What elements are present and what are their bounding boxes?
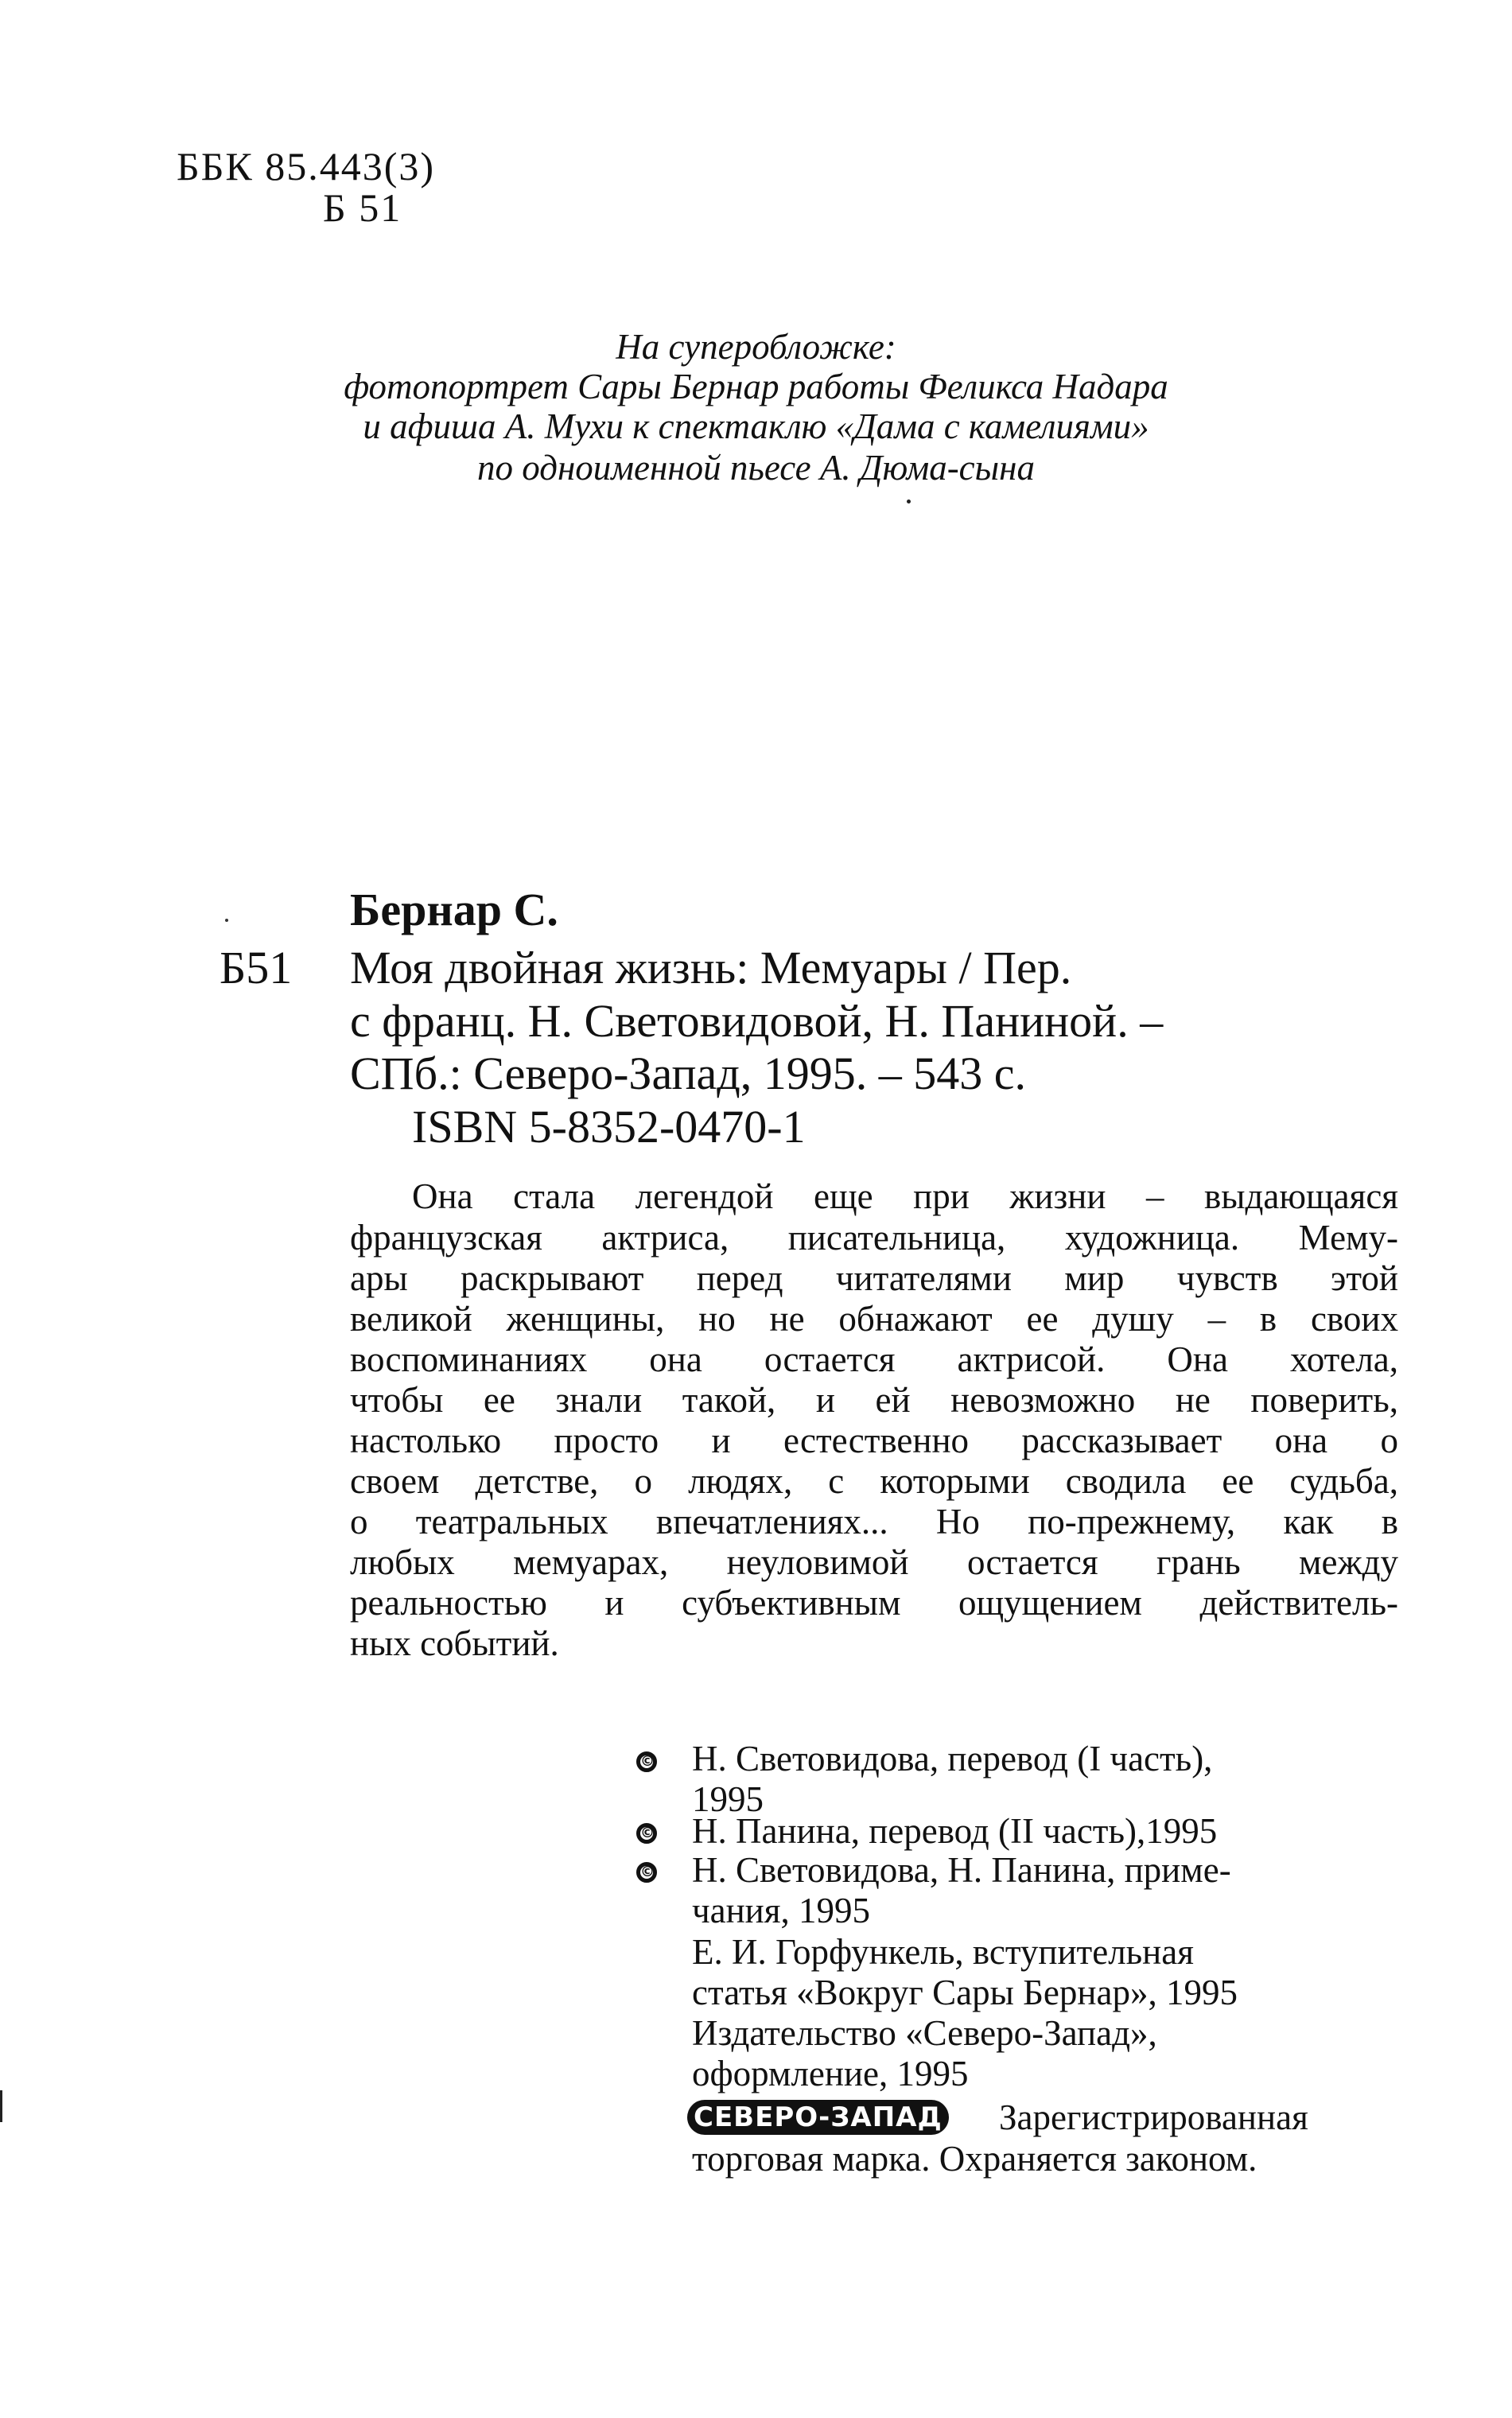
copyright-icon: © [636, 1751, 657, 1772]
stray-dot [225, 919, 228, 922]
copyright-line: Н. Световидова, перевод (I часть), [692, 1739, 1213, 1779]
copyright-line: Е. И. Горфункель, вступительная [692, 1932, 1194, 1972]
copyright-line: оформление, 1995 [692, 2054, 969, 2093]
annotation-line: великой женщины, но не обнажают ее душу – в своих [350, 1299, 1398, 1339]
bibliographic-line: с франц. Н. Световидовой, Н. Паниной. – [350, 995, 1164, 1047]
cover-note-line: и афиша А. Мухи к спектаклю «Дама с камелиями» [363, 406, 1149, 446]
copyright-line: Издательство «Северо-Запад», [692, 2013, 1157, 2053]
annotation-line: любых мемуарах, неуловимой остается грань между [350, 1542, 1398, 1582]
annotation-line: настолько просто и естественно рассказывает она о [350, 1421, 1398, 1460]
cover-note-heading: На суперобложке: [616, 327, 896, 367]
trademark-line: торговая марка. Охраняется законом. [692, 2139, 1257, 2179]
index-code: Б51 [220, 942, 293, 993]
stray-dot [907, 500, 911, 503]
annotation-line: своем детстве, о людях, с которыми сводила ее судьба, [350, 1461, 1398, 1501]
annotation-line: ных событий. [350, 1623, 559, 1663]
author-name: Бернар С. [350, 884, 558, 935]
copyright-line: Н. Световидова, Н. Панина, приме- [692, 1850, 1231, 1890]
trademark-line: Зарегистрированная [999, 2097, 1308, 2137]
copyright-line: статья «Вокруг Сары Бернар», 1995 [692, 1973, 1238, 2012]
annotation-line: французская актриса, писательница, художница. Мему- [350, 1218, 1398, 1258]
bibliographic-line: Моя двойная жизнь: Мемуары / Пер. [350, 942, 1072, 993]
publisher-logo: СЕВЕРО-ЗАПАД [687, 2100, 949, 2135]
bbk-code: ББК 85.443(3) [177, 144, 436, 189]
cover-note-line: по одноименной пьесе А. Дюма-сына [477, 448, 1035, 488]
copyright-line: чания, 1995 [692, 1891, 870, 1930]
isbn: ISBN 5-8352-0470-1 [412, 1101, 806, 1153]
annotation-line: Она стала легендой еще при жизни – выдающаяся [412, 1176, 1398, 1216]
copyright-icon: © [636, 1823, 657, 1844]
copyright-icon: © [636, 1862, 657, 1883]
cover-note-line: фотопортрет Сары Бернар работы Феликса Надара [344, 367, 1168, 406]
copyright-line: Н. Панина, перевод (II часть),1995 [692, 1811, 1218, 1851]
margin-mark [0, 2090, 2, 2122]
annotation-line: о театральных впечатлениях... Но по-прежнему, как в [350, 1502, 1398, 1541]
annotation-line: чтобы ее знали такой, и ей невозможно не поверить, [350, 1380, 1398, 1420]
author-mark: Б 51 [323, 185, 402, 230]
copyright-line: 1995 [692, 1779, 764, 1819]
annotation-line: воспоминаниях она остается актрисой. Она хотела, [350, 1339, 1398, 1379]
annotation-line: реальностью и субъективным ощущением действитель- [350, 1583, 1398, 1623]
bibliographic-line: СПб.: Северо-Запад, 1995. – 543 с. [350, 1048, 1027, 1099]
annotation-line: ары раскрывают перед читателями мир чувств этой [350, 1258, 1398, 1298]
